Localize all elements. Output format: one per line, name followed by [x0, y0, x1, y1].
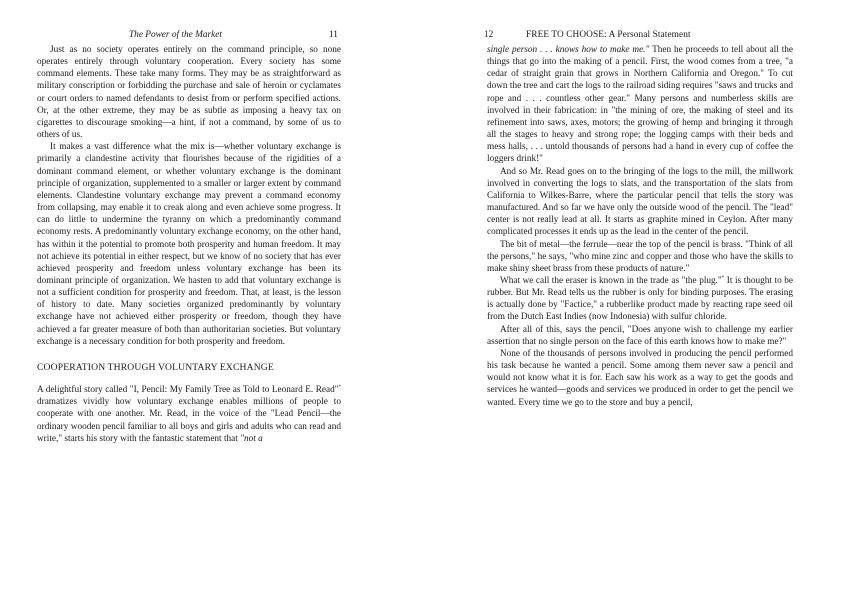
right-page: [424, 0, 848, 599]
paragraph: And so Mr. Read goes on to the bringing of the logs to the mill, the millwork involved in converting the logs to slats, and the transportation of the slats from California to Wilkes-Barre, where the particular pencil that tells the story was manufactured. And so far we have only the outside wood of the pencil. The "lead" center is not really lead at all. It starts as graphite mined in Ceylon. After many complicated processes it ends up as the lead in the center of the pencil.: [487, 166, 793, 238]
text-run: What we call the eraser is known in the trade as "the plug.": [500, 275, 722, 286]
page-number: 12: [484, 30, 494, 40]
paragraph: [37, 384, 341, 445]
paragraph: [487, 275, 793, 324]
paragraph: Just as no society operates entirely on the command principle, so none operates entirely through voluntary cooperation. Every society has some command elements. These take many forms. They may be as straightforward as military conscription or forbidding the purchase and sale of heroin or cyclamates or court orders to named defendants to desist from or perform specified actions. Or, at the other extreme, they may be as subtle as imposing a heavy tax on cigarettes to discourage smoking—a hint, if not a command, by some of us to others of us.: [37, 45, 341, 141]
running-title: FREE TO CHOOSE: A Personal Statement: [526, 30, 691, 40]
paragraph: [487, 44, 793, 166]
footnote-marker: *: [338, 385, 341, 391]
text-run: It is thought to be rubber. But Mr. Read tells us the rubber is only for binding purposes. The erasing is actually done by "Factice," a rubberlike product made by reacting rape seed oil from the Dutch East Indies (now Indonesia) with sulfur chloride.: [487, 275, 793, 323]
text-run: dramatizes vividly how voluntary exchange enables millions of people to cooperate with one another. Mr. Read, in the voice of the "Lead Pencil—the ordinary wooden pencil familiar to all boys and girls and adults who can read and write," starts his story with the fantastic statement that: [37, 397, 341, 444]
text-run: Then he proceeds to tell about all the things that go into the making of a pencil. First, the wood comes from a tree, "a cedar of straight grain that grows in Northern California and Oregon." To cut down the tree and cart the logs to the railroad siding requires "saws and trucks and rope and . . . countless other gear." Many persons and numberless skills are involved in their fabrication: in "the mining of ore, the making of steel and its refinement into saws, axes, motors; the growing of hemp and bringing it through all the stages to heavy and strong rope; the logging camps with their beds and mess halls, . . . untold thousands of persons had a hand in every cup of coffee the loggers drink!": [487, 45, 793, 165]
footnote-marker: *: [721, 275, 725, 281]
text-column: [487, 44, 793, 409]
paragraph: It makes a vast difference what the mix is—whether voluntary exchange is primarily a clandestine activity that flourishes because of the rigidities of a dominant command element, or whether voluntary exchange is the dominant principle of organization, supplemented to a smaller or larger extent by command elements. Clandestine voluntary exchange may prevent a command economy from collapsing, may enable it to creak along and even achieve some progress. It can do little to undermine the tyranny on which a predominantly command economy rests. A predominantly voluntary exchange economy, on the other hand, has within it the potential to promote both prosperity and human freedom. It may not achieve its potential in either respect, but we know of no society that has ever achieved prosperity and freedom unless voluntary exchange has been its dominant principle of organization. We hasten to add that voluntary exchange is not a sufficient condition for prosperity and freedom. That, at least, is the lesson of history to date. Many societies organized predominantly by voluntary exchange have not achieved either prosperity or freedom, though they have achieved a far greater measure of both than authoritarian societies. But voluntary exchange is a necessary condition for both prosperity and freedom.: [37, 142, 341, 347]
section-heading: COOPERATION THROUGH VOLUNTARY EXCHANGE: [37, 361, 274, 373]
text-column: [37, 44, 341, 445]
italic-quote: single person . . . knows how to make me.": [487, 45, 650, 55]
text-run: A delightful story called "I, Pencil: My Family Tree as Told to Leonard E. Read": [37, 385, 339, 396]
paragraph: None of the thousands of persons involved in producing the pencil performed his task because he wanted a pencil. Some among them never saw a pencil and would not know what it is for. Each saw his work as a way to get the goods and services he wanted—goods and services we produced in order to get the pencil we wanted. Every time we go to the store and buy a pencil,: [487, 348, 793, 408]
paragraph: The bit of metal—the ferrule—near the top of the pencil is brass. "Think of all the persons," he says, "who mine zinc and copper and those who have the skills to make shiny sheet brass from these products of nature.": [487, 239, 793, 274]
running-title: The Power of the Market: [129, 30, 222, 40]
italic-quote: "not a: [240, 433, 263, 444]
paragraph: After all of this, says the pencil, "Does anyone wish to challenge my earlier assertion that no single person on the face of this earth knows how to make me?": [487, 324, 793, 347]
page-number: 11: [329, 30, 338, 40]
